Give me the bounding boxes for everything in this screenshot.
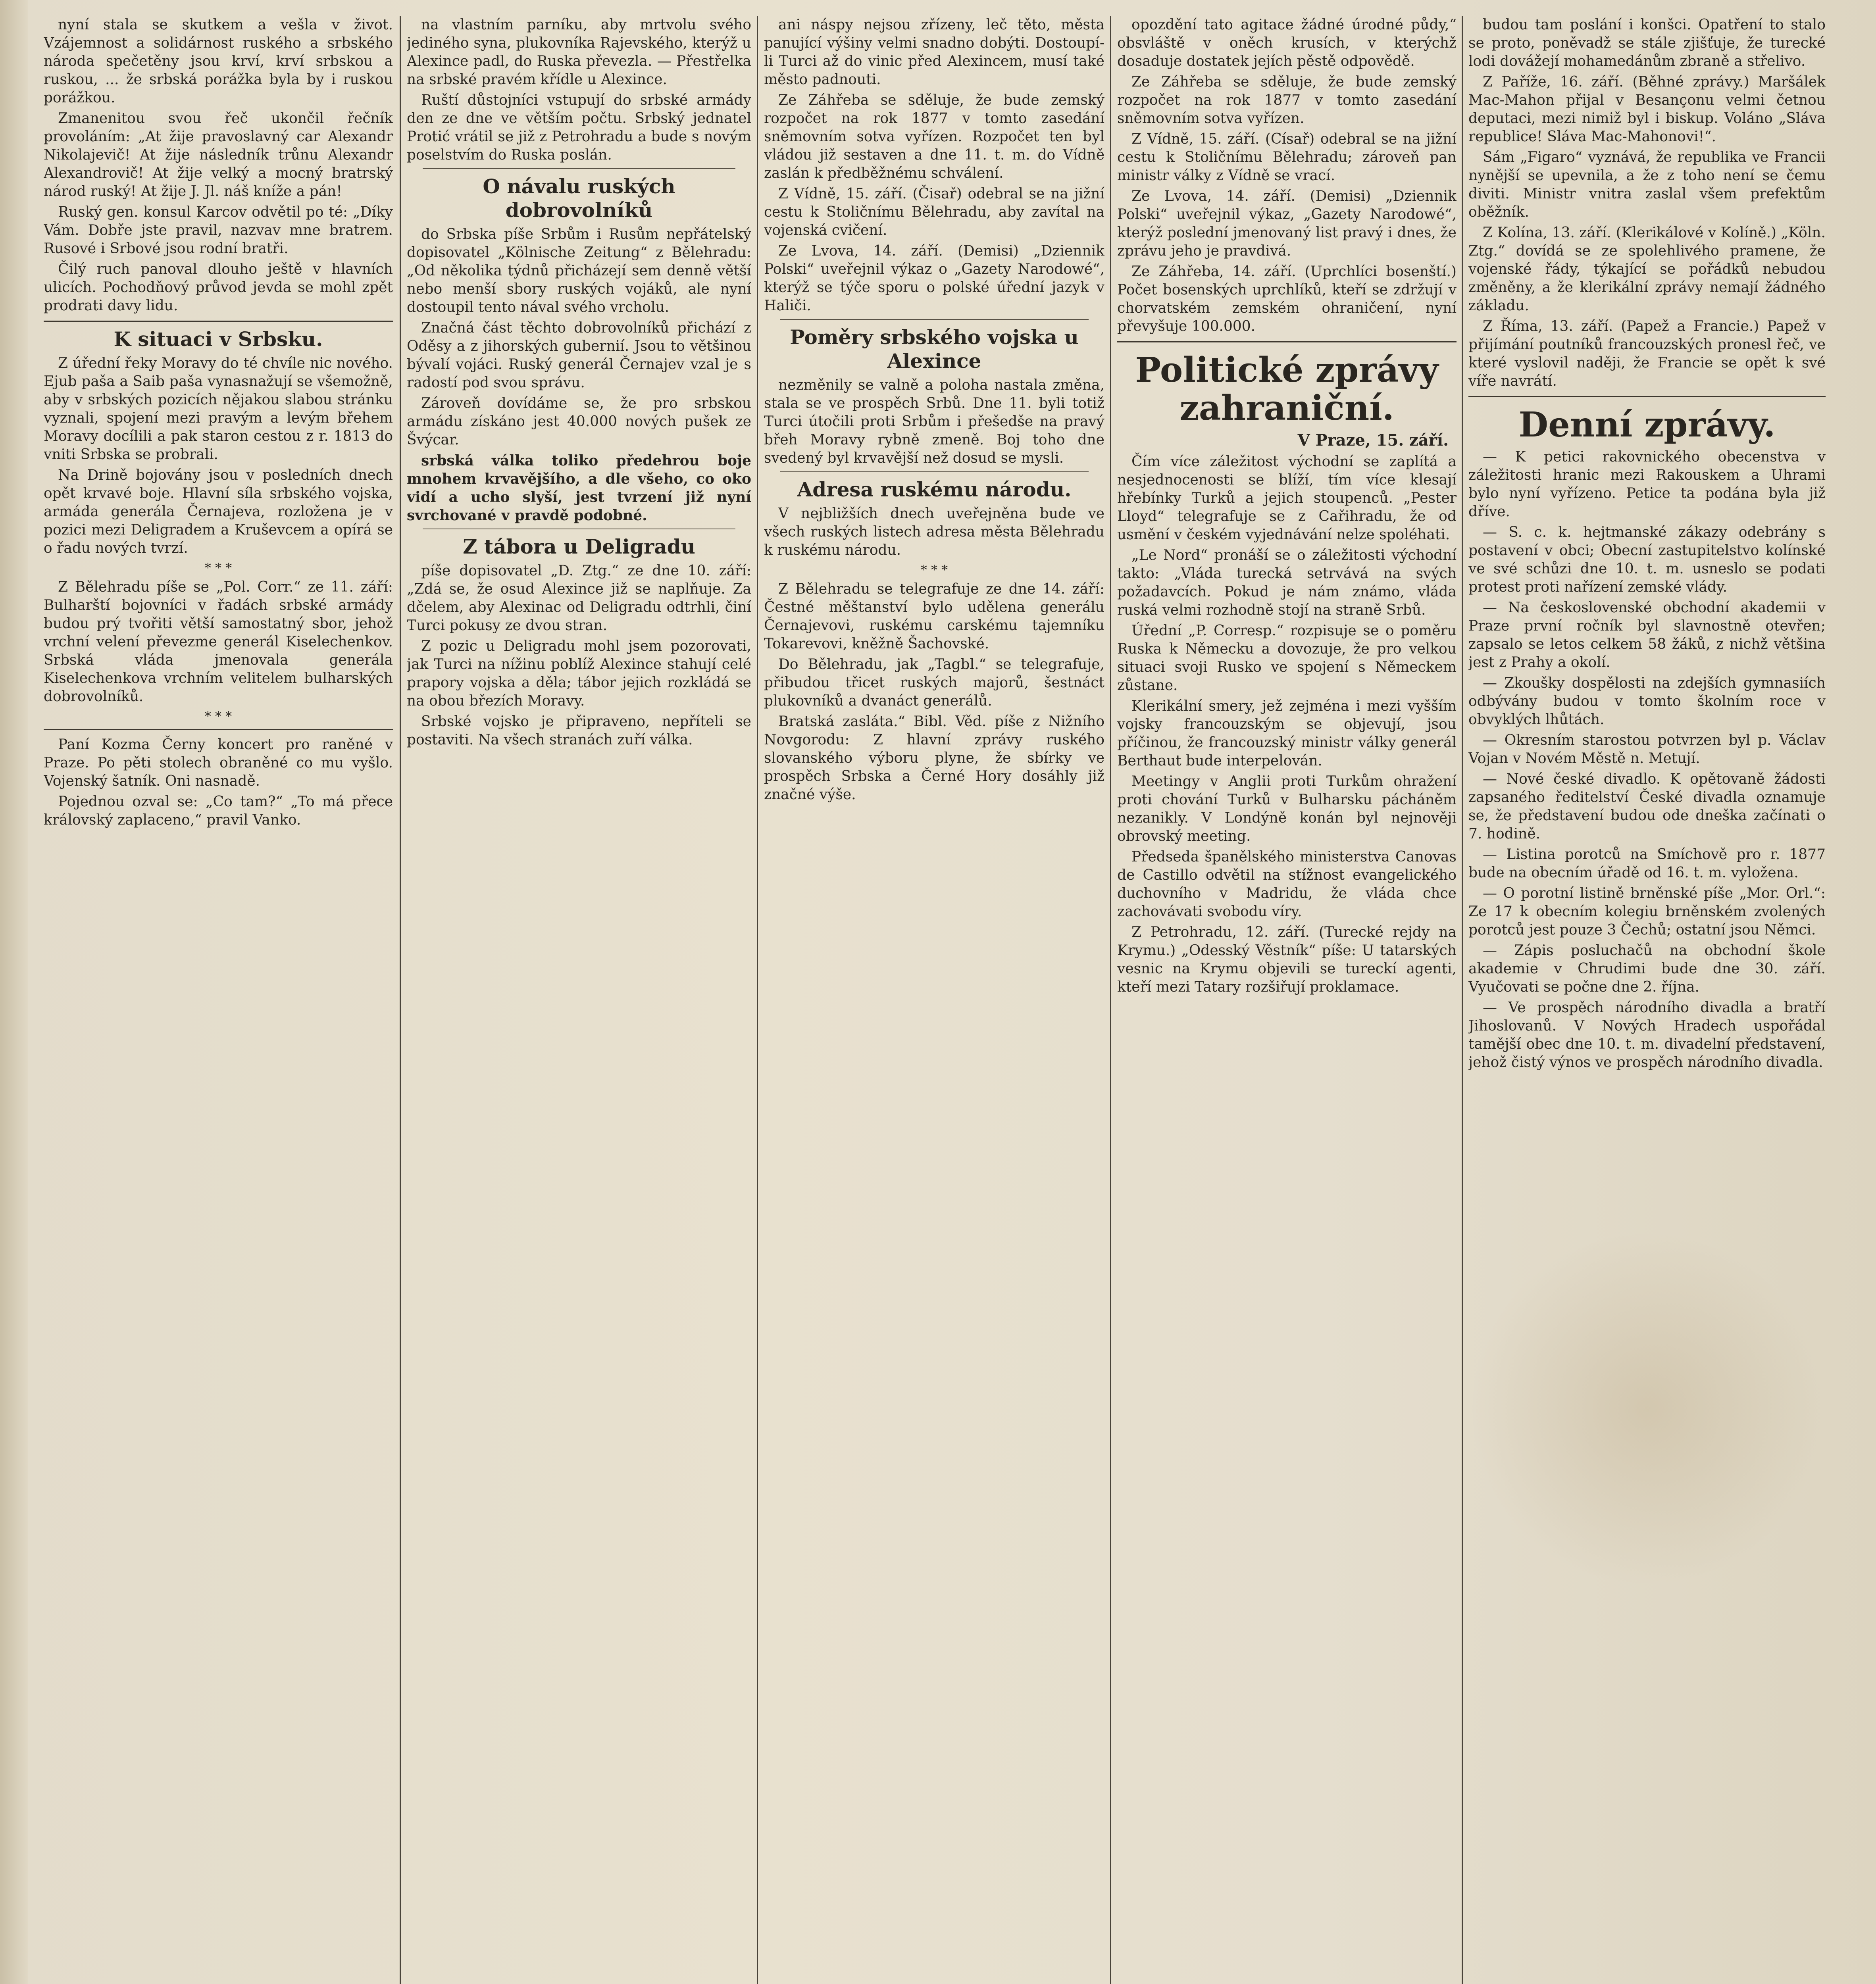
article-paragraph: Srbské vojsko je připraveno, nepříteli se postaviti. Na všech stranách zuří válka. bbox=[407, 713, 751, 748]
article-paragraph: — O porotní listině brněnské píše „Mor. Orl.“: Ze 17 k obecním kolegiu brněnském zvolených porotců jest pouze 3 Čechů; ostatní jsou Němci. bbox=[1468, 885, 1826, 938]
article-heading: Adresa ruskému národu. bbox=[797, 478, 1072, 501]
article-paragraph: Z Bělehradu píše se „Pol. Corr.“ ze 11. září: Bulharští bojovníci v řadách srbské armády budou prý tvořiti větší samostatný sbor, jehož vrchní velení převezme generál Kiselechenkov. Srbská vláda jmenovala generála Kiselechenkova vrchním velitelem bulharských dobrovolníků. bbox=[44, 579, 393, 705]
column-1 bbox=[44, 16, 393, 1984]
article-heading: K situaci v Srbsku. bbox=[114, 327, 323, 351]
article-paragraph: ani náspy nejsou zřízeny, leč těto, města panující výšiny velmi snadno dobýti. Dostoupí-li Turci až do vinic před Alexincem, musí také město padnouti. bbox=[764, 17, 1104, 88]
article-paragraph: — S. c. k. hejtmanské zákazy odebrány s postavení v obci; Obecní zastupitelstvo kolínské ve své schůzi dne 10. t. m. usneslo se podati protest proti nařízení zemské vlády. bbox=[1468, 524, 1826, 595]
section-ornament: * * * bbox=[204, 709, 232, 724]
article-paragraph: píše dopisovatel „D. Ztg.“ ze dne 10. září: „Zdá se, že osud Alexince již se naplňuje. Za dčelem, aby Alexinac od Deligradu odtrhli, činí Turci pokusy ze dvou stran. bbox=[407, 563, 751, 634]
article-paragraph: Paní Kozma Černy koncert pro raněné v Praze. Po pěti stolech obraněné co mu vyšlo. Vojenský šatník. Oni nasnadě. bbox=[44, 736, 393, 789]
article-heading: O návalu ruských dobrovolníků bbox=[483, 175, 675, 222]
section-heading: Denní zprávy. bbox=[1518, 405, 1776, 445]
article-paragraph: Ruský gen. konsul Karcov odvětil po té: „Díky Vám. Dobře jste pravil, nazvav mne bratrem. Rusové i Srbové jsou rodní bratři. bbox=[44, 204, 393, 257]
article-paragraph: — K petici rakovnického obecenstva v záležitosti hranic mezi Rakouskem a Uhrami bylo nyní vyřízeno. Petice ta podána byla již dříve. bbox=[1468, 449, 1826, 520]
article-paragraph: Značná část těchto dobrovolníků přichází z Oděsy a z jihorských gubernií. Jsou to většinou bývalí vojáci. Ruský generál Černajev vzal je s radostí pod svou správu. bbox=[407, 320, 751, 391]
section-divider bbox=[44, 729, 393, 730]
article-paragraph: Meetingy v Anglii proti Turkům ohražení proti chování Turků v Bulharsku pácháněm nezanikly. V Londýně konán byl nejnověji obrovský meeting. bbox=[1117, 773, 1457, 844]
section-divider bbox=[423, 168, 735, 169]
article-heading: Z tábora u Deligradu bbox=[463, 535, 695, 558]
dateline: V Praze, 15. září. bbox=[1297, 431, 1449, 450]
article-paragraph: nyní stala se skutkem a vešla v život. Vzájemnost a solidárnost ruského a srbského národa spečetěny jsou krví, krví srbskou a ruskou, ... že srbská porážka byla by i ruskou porážkou. bbox=[44, 17, 393, 106]
section-ornament: * * * bbox=[920, 562, 948, 577]
article-paragraph: — Listina porotců na Smíchově pro r. 1877 bude na obecním úřadě od 16. t. m. vyložena. bbox=[1468, 846, 1826, 881]
article-paragraph: Ze Lvova, 14. září. (Demisi) „Dziennik Polski“ uveřejnil výkaz, „Gazety Narodowé“, kterýž poslední jmenovaný list pravý i dnes, že zprávu jeho je pravdivá. bbox=[1117, 188, 1457, 259]
article-paragraph: Z pozic u Deligradu mohl jsem pozorovati, jak Turci na nížinu poblíž Alexince stahují celé prapory vojska a děla; tábor jejich rozkládá se na obou březích Moravy. bbox=[407, 638, 751, 709]
article-paragraph: Ze Lvova, 14. září. (Demisi) „Dziennik Polski“ uveřejnil výkaz o „Gazety Narodowé“, kterýž se týče sporu o polské úřední jazyk v Haliči. bbox=[764, 243, 1104, 314]
article-paragraph: budou tam poslání i konšci. Opatření to stalo se proto, poněvadž se stále zjišťuje, že turecké lodi dovážejí mohamedánům zbraně a střelivo. bbox=[1468, 17, 1826, 69]
article-paragraph: Ze Záhřeba, 14. září. (Uprchlíci bosenští.) Počet bosenských uprchlíků, kteří se zdržují v chorvatském zemském ohraničení, nyní převyšuje 100.000. bbox=[1117, 263, 1457, 335]
column-2 bbox=[407, 16, 751, 1984]
article-paragraph: na vlastním parníku, aby mrtvolu svého jediného syna, plukovníka Rajevského, kterýž u Alexince padl, do Ruska převezla. — Přestřelka na srbské pravém křídle u Alexince. bbox=[407, 17, 751, 88]
article-paragraph: Ze Záhřeba se sděluje, že bude zemský rozpočet na rok 1877 v tomto zasedání sněmovním sotva vyřízen. Rozpočet ten byl vládou již sestaven a dne 11. t. m. do Vídně zaslán k předběžnému schválení. bbox=[764, 92, 1104, 181]
article-paragraph: — Na československé obchodní akademii v Praze první ročník byl slavnostně otevřen; zapsalo se letos celkem 58 žáků, z nichž většina jest z Prahy a okolí. bbox=[1468, 600, 1826, 671]
article-paragraph: Pojednou ozval se: „Co tam?“ „To má přece královský zaplaceno,“ pravil Vanko. bbox=[44, 794, 393, 828]
article-paragraph: Čím více záležitost východní se zaplítá a nesjednocenosti se blíží, tím více klesají hřebínky Turků a jejich stoupenců. „Pester Lloyd“ telegrafuje se z Cařihradu, že od usmění v českém vyjednávání nelze spoléhati. bbox=[1117, 454, 1457, 543]
article-paragraph: Sám „Figaro“ vyznává, že republika ve Francii nynější se upevnila, a že z toho není se čemu diviti. Ministr vnitra zaslal všem prefektům oběžník. bbox=[1468, 149, 1826, 220]
article-paragraph: Úřední „P. Corresp.“ rozpisuje se o poměru Ruska k Německu a dovozuje, že pro velkou situaci svoji Rusko ve spojení s Německem zůstane. bbox=[1117, 623, 1457, 694]
column-rule bbox=[400, 16, 401, 1984]
article-paragraph: — Okresním starostou potvrzen byl p. Václav Vojan v Novém Městě n. Metují. bbox=[1468, 732, 1826, 767]
article-paragraph: Z úřední řeky Moravy do té chvíle nic nového. Ejub paša a Saib paša vynasnažují se všemožně, aby v srbských pozicích nějakou slabou stránku vyznali, spojení mezi pravým a levým břehem Moravy docílili a pak staron cestou z r. 1813 do vniti Srbska se probrali. bbox=[44, 355, 393, 463]
article-paragraph: Ze Záhřeba se sděluje, že bude zemský rozpočet na rok 1877 v tomto zasedání sněmovním sotva vyřízen. bbox=[1117, 74, 1457, 127]
article-paragraph: Z Vídně, 15. září. (Císař) odebral se na jižní cestu k Stoličnímu Bělehradu; zároveň pan ministr války z Vídně se vrací. bbox=[1117, 131, 1457, 184]
article-paragraph: nezměnily se valně a poloha nastala změna, stala se ve prospěch Srbů. Dne 11. byli totiž Turci útočili proti Srbům i přešedše na pravý břeh Moravy rybně zmeně. Boj toho dne svedený byl krvavější než dosud se mysli. bbox=[764, 377, 1104, 466]
article-paragraph: srbská válka toliko předehrou boje mnohem krvavějšího, a dle všeho, co oko vidí a ucho slyší, jest tvrzení již nyní svrchované v pravdě podobné. bbox=[407, 452, 751, 524]
article-paragraph: — Zkoušky dospělosti na zdejších gymnasiích odbývány budou v tomto školním roce v obvyklých lhůtách. bbox=[1468, 675, 1826, 728]
section-divider bbox=[780, 471, 1089, 472]
article-paragraph: opozdění tato agitace žádné úrodné půdy,“ obsvláště v oněch krusích, v kterýchž dosaduje dostatek jejích pěstě odpovědě. bbox=[1117, 17, 1457, 69]
column-3 bbox=[764, 16, 1104, 1984]
article-paragraph: — Zápis posluchačů na obchodní škole akademie v Chrudimi bude dne 30. září. Vyučovati se počne dne 2. října. bbox=[1468, 942, 1826, 995]
article-paragraph: Z Bělehradu se telegrafuje ze dne 14. září: Čestné měštanství bylo udělena generálu Černajevovi, ruskému carskému tajemníku Tokarevovi, kněžně Šachovské. bbox=[764, 581, 1104, 652]
article-paragraph: V nejbližších dnech uveřejněna bude ve všech ruských listech adresa města Bělehradu k ruskému národu. bbox=[764, 506, 1104, 558]
section-divider bbox=[44, 321, 393, 322]
article-paragraph: Ruští důstojníci vstupují do srbské armády den ze dne ve větším počtu. Srbský jednatel Protić vrátil se již z Petrohradu a bude s novým poselstvím do Ruska poslán. bbox=[407, 92, 751, 163]
section-heading: Politické zprávy zahraniční. bbox=[1135, 350, 1439, 428]
article-paragraph: Čilý ruch panoval dlouho ještě v hlavních ulicích. Pochodňový průvod jevda se mohl zpět prodrati davy lidu. bbox=[44, 261, 393, 314]
page-edge bbox=[0, 0, 28, 1984]
article-heading: Poměry srbského vojska u Alexince bbox=[790, 325, 1079, 373]
article-paragraph: Zmanenitou svou řeč ukončil řečník provoláním: „At žije pravoslavný car Alexandr Nikolajevič! At žije následník trůnu Alexandr Alexandrovič! At žije velký a mocný bratrský národ ruský! At žije J. Jl. náš kníže a pán! bbox=[44, 110, 393, 200]
column-rule bbox=[1462, 16, 1463, 1984]
article-paragraph: Zároveň dovídáme se, že pro srbskou armádu získáno jest 40.000 nových pušek ze Švýcar. bbox=[407, 395, 751, 448]
article-paragraph: Z Petrohradu, 12. září. (Turecké rejdy na Krymu.) „Odesský Věstník“ píše: U tatarských vesnic na Krymu objevili se tureckí agenti, kteří mezi Tatary rozšiřují proklamace. bbox=[1117, 924, 1457, 995]
article-paragraph: Na Drině bojovány jsou v posledních dnech opět krvavé boje. Hlavní síla srbského vojska, armáda generála Černajeva, rozložena je v pozici mezi Deligradem a Kruševcem a opírá se o řadu nových tvrzí. bbox=[44, 467, 393, 556]
section-divider bbox=[1117, 341, 1457, 342]
article-paragraph: Z Paříže, 16. září. (Běhné zprávy.) Maršálek Mac-Mahon přijal v Besançonu velmi četnou deputaci, mezi nimiž byl i biskup. Voláno „Sláva republice! Sláva Mac-Mahonovi!“. bbox=[1468, 74, 1826, 145]
article-paragraph: Z Kolína, 13. září. (Klerikálové v Kolíně.) „Köln. Ztg.“ dovídá se ze spolehlivého pramene, že vojenské řády, týkající se pořádků nebudou změněny, a že klerikální zprávy nemají žádného základu. bbox=[1468, 225, 1826, 314]
column-rule bbox=[1110, 16, 1111, 1984]
article-paragraph: „Le Nord“ pronáší se o záležitosti východní takto: „Vláda turecká setrvává na svých požadavcích. Pokud je nám známo, vláda ruská velmi rozhodně stojí na straně Srbů. bbox=[1117, 547, 1457, 618]
article-paragraph: Předseda španělského ministerstva Canovas de Castillo odvětil na stížnost evangelického duchovního v Madridu, že vláda chce zachovávati svobodu víry. bbox=[1117, 849, 1457, 920]
article-paragraph: Do Bělehradu, jak „Tagbl.“ se telegrafuje, přibudou třicet ruských majorů, šestnáct plukovníků a dvanáct generálů. bbox=[764, 656, 1104, 709]
column-4 bbox=[1117, 16, 1457, 1984]
article-paragraph: Bratská zasláta.“ Bibl. Věd. píše z Nižního Novgorodu: Z hlavní zprávy ruského slovanského výboru plyne, že sbírky ve prospěch Srbska a Černé Hory dosáhly již značné výše. bbox=[764, 713, 1104, 803]
article-paragraph: Z Říma, 13. září. (Papež a Francie.) Papež v přijímání poutníků francouzských pronesl řeč, ve které vyslovil naději, že Francie se opět k své víře navrátí. bbox=[1468, 318, 1826, 389]
article-paragraph: Z Vídně, 15. září. (Čisař) odebral se na jižní cestu k Stoličnímu Bělehradu, aby zavítal na vojenská cvičení. bbox=[764, 186, 1104, 238]
article-paragraph: do Srbska píše Srbům i Rusům nepřátelský dopisovatel „Kölnische Zeitung“ z Bělehradu: „Od několika týdnů přicházejí sem denně větší nebo menší sbory ruských vojáků, ale nyní dostoupil tento nával svého vrcholu. bbox=[407, 226, 751, 315]
section-divider bbox=[780, 319, 1089, 320]
column-rule bbox=[757, 16, 758, 1984]
section-divider bbox=[1468, 396, 1826, 397]
article-paragraph: Klerikální smery, jež zejména i mezi vyšším vojsky francouzským se objevují, jsou příčinou, že francouzský ministr války generál Berthaut bude interpelován. bbox=[1117, 698, 1457, 769]
section-ornament: * * * bbox=[204, 560, 232, 575]
article-paragraph: — Ve prospěch národního divadla a bratří Jihoslovanů. V Nových Hradech uspořádal tamější obec dne 10. t. m. divadelní představení, jehož čistý výnos ve prospěch národního divadla. bbox=[1468, 1000, 1826, 1071]
column-5 bbox=[1468, 16, 1826, 1984]
article-paragraph: — Nové české divadlo. K opětovaně žádosti zapsaného ředitelství České divadla oznamuje se, že představení budou ode dneška začínati o 7. hodině. bbox=[1468, 771, 1826, 842]
